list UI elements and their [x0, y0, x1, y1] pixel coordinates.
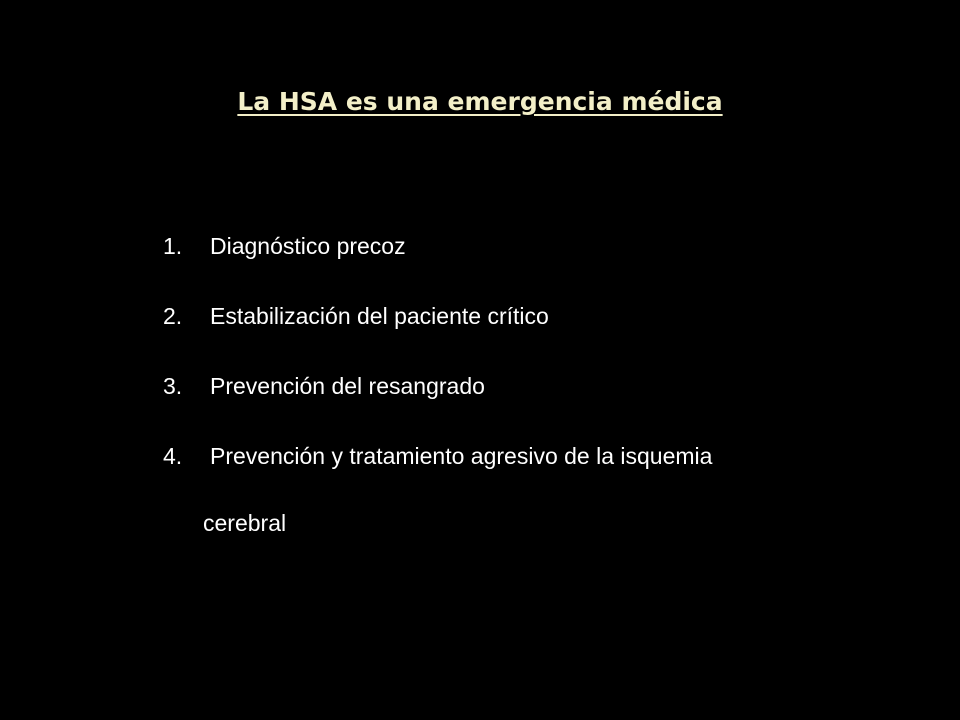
list-item-text: Diagnóstico precoz: [210, 233, 406, 259]
list-item-text: Prevención y tratamiento agresivo de la isquemia: [210, 443, 713, 469]
list-item-number: 4.: [163, 443, 183, 469]
list-item-number: 2.: [163, 303, 183, 329]
list-item: [163, 368, 923, 404]
list-item-number: 1.: [163, 233, 183, 259]
list-item-text: Prevención del resangrado: [210, 373, 485, 399]
list-item: [163, 228, 923, 264]
list-item-continuation: cerebral: [203, 510, 287, 536]
list-item-number: 3.: [163, 373, 183, 399]
numbered-list: [163, 228, 923, 541]
list-item-text: Estabilización del paciente crítico: [210, 303, 549, 329]
slide-title: [0, 84, 960, 120]
list-item: [163, 298, 923, 334]
slide-title-text: La HSA es una emergencia médica: [237, 87, 723, 116]
list-item: [163, 438, 923, 474]
